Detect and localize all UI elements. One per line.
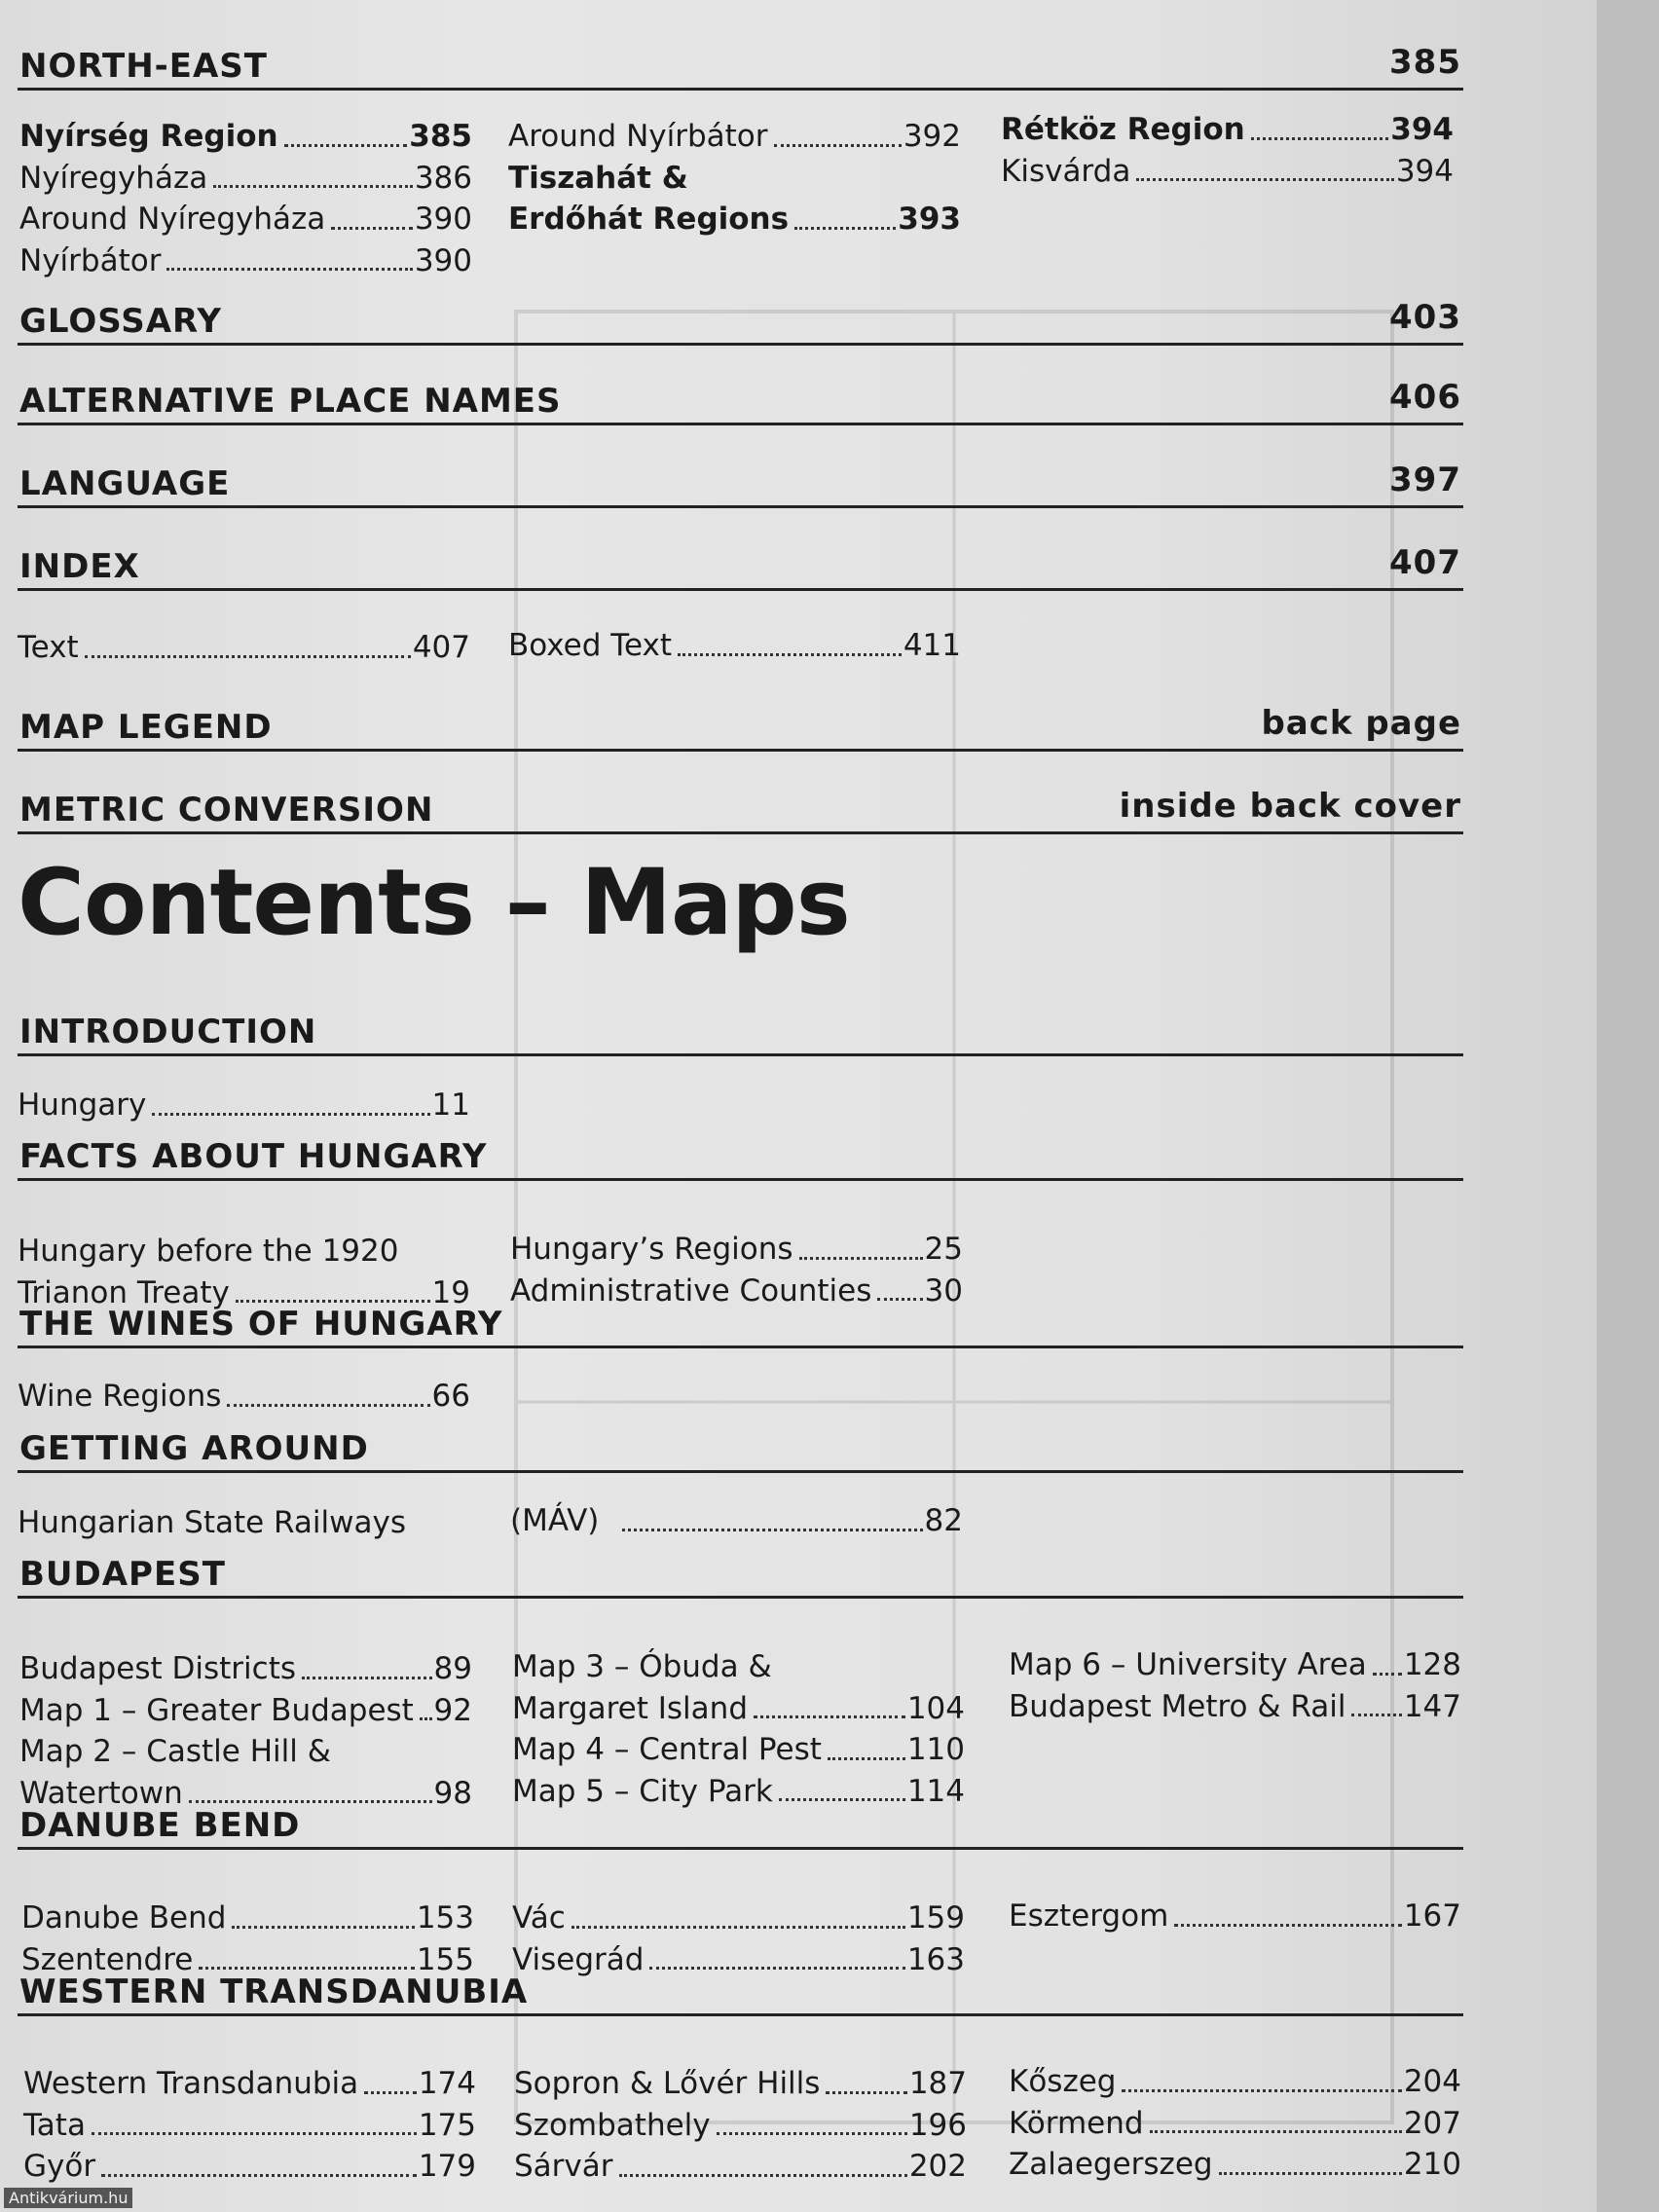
list-item[interactable]: Nyírbátor 390 xyxy=(19,240,472,282)
list-item[interactable]: Rétköz Region 394 xyxy=(1001,109,1454,151)
section-title: GLOSSARY xyxy=(19,302,222,341)
north-east-col-3 xyxy=(1001,109,1454,192)
list-item[interactable]: Budapest Districts 89 xyxy=(19,1648,472,1690)
danube-col-1 xyxy=(21,1898,474,1980)
section-facts-about-hungary xyxy=(18,1137,1463,1181)
section-western-transdanubia xyxy=(18,1972,1463,2016)
section-title: MAP LEGEND xyxy=(19,708,273,747)
list-item[interactable]: Map 3 – Óbuda & xyxy=(512,1649,772,1684)
list-item[interactable]: Nyíregyháza 386 xyxy=(19,158,472,200)
budapest-col-3 xyxy=(1009,1644,1461,1727)
wines-col-1 xyxy=(18,1376,470,1418)
getting-around-col-1 xyxy=(18,1502,470,1544)
list-item[interactable]: Budapest Metro & Rail 147 xyxy=(1009,1686,1461,1728)
list-item[interactable]: Vác 159 xyxy=(512,1898,965,1939)
list-item[interactable]: Trianon Treaty 19 xyxy=(18,1272,470,1314)
section-title: THE WINES OF HUNGARY xyxy=(19,1305,503,1344)
section-title: INTRODUCTION xyxy=(19,1013,317,1051)
western-col-1 xyxy=(23,2063,476,2188)
section-page: 406 xyxy=(1389,378,1461,417)
section-budapest xyxy=(18,1555,1463,1599)
watermark-text: Antikvárium.hu xyxy=(4,2188,132,2208)
section-title: INDEX xyxy=(19,547,140,586)
introduction-col-1 xyxy=(18,1085,470,1126)
budapest-col-2 xyxy=(512,1646,965,1812)
getting-around-col-2 xyxy=(510,1500,963,1542)
list-item[interactable]: Szentendre 155 xyxy=(21,1939,474,1981)
western-col-2 xyxy=(514,2063,967,2188)
list-item[interactable]: Around Nyírbátor 392 xyxy=(508,116,961,158)
section-alternative-place-names xyxy=(18,378,1463,425)
list-item[interactable]: Hungarian State Railways xyxy=(18,1505,406,1540)
list-item[interactable]: Kisvárda 394 xyxy=(1001,151,1454,193)
list-item[interactable]: Around Nyíregyháza 390 xyxy=(19,199,472,240)
list-item[interactable]: Kőszeg 204 xyxy=(1009,2061,1461,2103)
section-page: 403 xyxy=(1389,298,1461,337)
section-title: DANUBE BEND xyxy=(19,1806,301,1845)
list-item[interactable]: Hungary 11 xyxy=(18,1085,470,1126)
section-language xyxy=(18,461,1463,508)
list-item[interactable]: Western Transdanubia 174 xyxy=(23,2063,476,2105)
list-item[interactable]: Hungary before the 1920 xyxy=(18,1234,399,1269)
danube-col-2 xyxy=(512,1898,965,1980)
section-map-legend xyxy=(18,704,1463,752)
section-title: ALTERNATIVE PLACE NAMES xyxy=(19,382,562,421)
section-title: BUDAPEST xyxy=(19,1555,226,1594)
section-title: WESTERN TRANSDANUBIA xyxy=(19,1972,529,2011)
list-item[interactable]: Sárvár 202 xyxy=(514,2146,967,2188)
north-east-col-2 xyxy=(508,116,961,240)
list-item[interactable]: Margaret Island 104 xyxy=(512,1688,965,1730)
north-east-col-1 xyxy=(19,116,472,281)
section-introduction xyxy=(18,1013,1463,1056)
list-item[interactable]: Watertown 98 xyxy=(19,1773,472,1815)
list-item[interactable]: Text 407 xyxy=(18,627,470,669)
list-item[interactable]: Wine Regions 66 xyxy=(18,1376,470,1418)
western-col-3 xyxy=(1009,2061,1461,2186)
section-page: inside back cover xyxy=(1119,787,1461,826)
list-item[interactable]: Administrative Counties 30 xyxy=(510,1271,963,1312)
index-col-2 xyxy=(508,625,961,667)
list-item[interactable]: Esztergom 167 xyxy=(1009,1896,1461,1937)
page-title: Contents – Maps xyxy=(18,850,850,956)
section-index xyxy=(18,543,1463,591)
list-item[interactable]: Map 4 – Central Pest 110 xyxy=(512,1729,965,1771)
section-glossary xyxy=(18,298,1463,346)
list-item[interactable]: Danube Bend 153 xyxy=(21,1898,474,1939)
list-item[interactable]: Sopron & Lővér Hills 187 xyxy=(514,2063,967,2105)
section-page: 407 xyxy=(1389,543,1461,582)
facts-col-2 xyxy=(510,1229,963,1311)
section-page: back page xyxy=(1261,704,1461,743)
index-col-1 xyxy=(18,627,470,669)
section-title: FACTS ABOUT HUNGARY xyxy=(19,1137,488,1176)
list-item[interactable]: Hungary’s Regions 25 xyxy=(510,1229,963,1271)
facts-col-1 xyxy=(18,1231,470,1313)
section-title: NORTH-EAST xyxy=(19,47,268,86)
section-danube-bend xyxy=(18,1806,1463,1850)
section-page: 397 xyxy=(1389,461,1461,499)
list-item[interactable]: Map 1 – Greater Budapest 92 xyxy=(19,1690,472,1732)
list-item[interactable]: Erdőhát Regions 393 xyxy=(508,199,961,240)
list-item[interactable]: Map 2 – Castle Hill & xyxy=(19,1734,331,1769)
section-title: LANGUAGE xyxy=(19,464,231,503)
list-item[interactable]: Győr 179 xyxy=(23,2146,476,2188)
section-north-east xyxy=(18,43,1463,91)
section-getting-around xyxy=(18,1429,1463,1473)
list-item[interactable]: Tata 175 xyxy=(23,2105,476,2147)
list-item[interactable]: Map 5 – City Park 114 xyxy=(512,1771,965,1813)
section-wines-of-hungary xyxy=(18,1305,1463,1348)
list-item[interactable]: Szombathely 196 xyxy=(514,2105,967,2147)
list-item[interactable]: Visegrád 163 xyxy=(512,1939,965,1981)
list-item[interactable]: Map 6 – University Area 128 xyxy=(1009,1644,1461,1686)
danube-col-3 xyxy=(1009,1896,1461,1937)
list-item[interactable]: Zalaegerszeg 210 xyxy=(1009,2144,1461,2186)
list-item[interactable]: Tiszahát & xyxy=(508,160,688,196)
section-page: 385 xyxy=(1389,43,1461,82)
list-item[interactable]: Körmend 207 xyxy=(1009,2103,1461,2145)
section-metric-conversion xyxy=(18,787,1463,834)
section-title: GETTING AROUND xyxy=(19,1429,369,1468)
list-item[interactable]: Nyírség Region 385 xyxy=(19,116,472,158)
list-item[interactable]: Boxed Text 411 xyxy=(508,625,961,667)
list-item[interactable]: (MÁV) 82 xyxy=(510,1500,963,1542)
section-title: METRIC CONVERSION xyxy=(19,791,434,830)
budapest-col-1 xyxy=(19,1648,472,1814)
